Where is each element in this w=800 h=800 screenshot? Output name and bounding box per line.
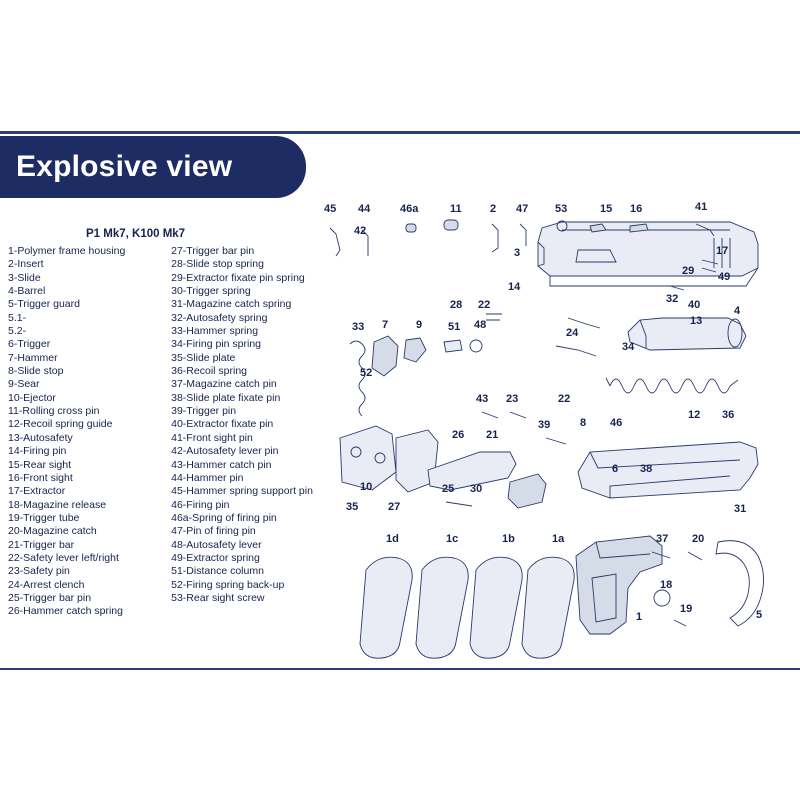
legend-right-item: 33-Hammer spring [171, 325, 259, 338]
legend-left-item: 4-Barrel [8, 285, 46, 298]
part-recoil-spring [606, 378, 738, 393]
callout-7: 7 [382, 319, 389, 331]
callout-51: 51 [448, 321, 461, 333]
parts-legend [8, 228, 338, 619]
legend-left-item: 16-Front sight [8, 471, 73, 484]
callout-11: 11 [450, 203, 462, 215]
callout-49: 49 [718, 271, 731, 283]
callout-25: 25 [442, 483, 455, 495]
legend-right-item: 31-Magazine catch spring [171, 298, 292, 311]
legend-left-item: 17-Extractor [8, 485, 66, 498]
legend-left-item: 24-Arrest clench [8, 578, 85, 591]
part-ejector-plate [340, 426, 438, 492]
callout-53: 53 [555, 203, 568, 215]
callout-28: 28 [450, 299, 463, 311]
legend-left-item: 10-Ejector [8, 391, 56, 404]
callout-10: 10 [360, 481, 373, 493]
card-top-divider [0, 131, 800, 134]
legend-left-item: 3-Slide [8, 271, 41, 284]
callout-1b: 1b [502, 533, 515, 545]
callout-4: 4 [734, 305, 741, 317]
callout-41: 41 [695, 201, 708, 213]
callout-14: 14 [508, 281, 521, 293]
legend-right-item: 53-Rear sight screw [171, 591, 265, 604]
legend-right-item: 52-Firing spring back-up [171, 578, 285, 591]
legend-right-item: 47-Pin of firing pin [171, 525, 256, 538]
legend-right-item: 28-Slide stop spring [171, 258, 264, 271]
callout-1: 1 [636, 611, 643, 623]
callout-38: 38 [640, 463, 653, 475]
legend-left-item: 13-Autosafety [8, 431, 73, 444]
legend-left-item: 9-Sear [8, 378, 40, 391]
legend-right-item: 32-Autosafety spring [171, 311, 268, 324]
legend-right-item: 40-Extractor fixate pin [171, 418, 274, 431]
legend-right-item: 39-Trigger pin [171, 405, 237, 418]
legend-right-item: 38-Slide plate fixate pin [171, 391, 281, 404]
callout-35: 35 [346, 501, 359, 513]
legend-right-item: 35-Slide plate [171, 351, 236, 364]
legend-left-item: 1-Polymer frame housing [8, 245, 126, 257]
callout-33: 33 [352, 321, 365, 333]
callout-30: 30 [470, 483, 483, 495]
callout-22: 22 [478, 299, 491, 311]
legend-column-left [8, 245, 161, 619]
callout-17: 17 [716, 245, 729, 257]
callout-37: 37 [656, 533, 669, 545]
callout-45: 45 [324, 203, 337, 215]
callout-1c: 1c [446, 533, 459, 545]
legend-right-item: 34-Firing pin spring [171, 338, 262, 351]
legend-left-item: 18-Magazine release [8, 498, 107, 511]
exploded-view-drawing [310, 190, 798, 660]
callout-19: 19 [680, 603, 693, 615]
legend-right-item: 41-Front sight pin [171, 431, 253, 444]
callout-46: 46 [610, 417, 623, 429]
callout-26: 26 [452, 429, 465, 441]
callout-32: 32 [666, 293, 679, 305]
callout-13: 13 [690, 315, 703, 327]
legend-right-item: 37-Magazine catch pin [171, 378, 277, 391]
callout-48: 48 [474, 319, 487, 331]
callout-36: 36 [722, 409, 735, 421]
callout-3: 3 [514, 247, 521, 259]
legend-right-item: 46-Firing pin [171, 498, 230, 511]
legend-right-item: 29-Extractor fixate pin spring [171, 271, 305, 284]
callout-29: 29 [682, 265, 695, 277]
part-grip-backstraps [360, 557, 574, 658]
callout-18: 18 [660, 579, 673, 591]
legend-left-item: 6-Trigger [8, 338, 51, 351]
legend-right-item: 27-Trigger bar pin [171, 245, 255, 257]
callout-39: 39 [538, 419, 551, 431]
card-bottom-divider [0, 668, 800, 670]
callout-9: 9 [416, 319, 423, 331]
callout-43: 43 [476, 393, 489, 405]
legend-right-item: 44-Hammer pin [171, 471, 244, 484]
callout-8: 8 [580, 417, 587, 429]
part-trigger-bar [428, 452, 546, 508]
callout-31: 31 [734, 503, 747, 515]
legend-left-item: 5.2- [8, 325, 27, 338]
page-title: Explosive view [16, 150, 233, 183]
legend-right-item: 48-Autosafety lever [171, 538, 262, 551]
callout-1a: 1a [552, 533, 565, 545]
legend-left-item: 15-Rear sight [8, 458, 72, 471]
legend-right-item: 51-Distance column [171, 565, 264, 578]
title-banner [0, 136, 306, 198]
callout-52: 52 [360, 367, 373, 379]
legend-left-item: 7-Hammer [8, 351, 58, 364]
legend-left-item: 2-Insert [8, 258, 44, 271]
part-polymer-frame [576, 536, 662, 634]
callout-6: 6 [612, 463, 619, 475]
callout-5: 5 [756, 609, 763, 621]
legend-left-item: 20-Magazine catch [8, 525, 97, 538]
callout-12: 12 [688, 409, 701, 421]
legend-right-item: 43-Hammer catch pin [171, 458, 272, 471]
legend-right-item: 42-Autosafety lever pin [171, 445, 279, 458]
legend-left-item: 25-Trigger bar pin [8, 591, 92, 604]
callout-34: 34 [622, 341, 635, 353]
legend-left-item: 21-Trigger bar [8, 538, 75, 551]
callout-22b: 22 [558, 393, 571, 405]
legend-right-item: 30-Trigger spring [171, 285, 251, 298]
callout-20: 20 [692, 533, 705, 545]
part-frame-rail [578, 442, 758, 498]
callout-15: 15 [600, 203, 613, 215]
callout-21: 21 [486, 429, 499, 441]
callout-2: 2 [490, 203, 497, 215]
legend-left-item: 22-Safety lever left/right [8, 551, 119, 564]
legend-left-item: 8-Slide stop [8, 365, 64, 378]
callout-47: 47 [516, 203, 529, 215]
legend-left-item: 23-Safety pin [8, 565, 70, 578]
callout-16: 16 [630, 203, 643, 215]
callout-40: 40 [688, 299, 701, 311]
callout-46a: 46a [400, 203, 419, 215]
legend-model-label: P1 Mk7, K100 Mk7 [86, 228, 186, 240]
callout-24: 24 [566, 327, 579, 339]
legend-left-item: 12-Recoil spring guide [8, 418, 113, 431]
legend-left-item: 19-Trigger tube [8, 511, 80, 524]
legend-right-item: 46a-Spring of firing pin [171, 511, 277, 524]
legend-left-item: 11-Rolling cross pin [8, 405, 100, 418]
callout-27: 27 [388, 501, 401, 513]
legend-left-item: 5-Trigger guard [8, 298, 80, 311]
legend-left-item: 5.1- [8, 311, 27, 324]
legend-right-item: 45-Hammer spring support pin [171, 485, 313, 498]
callout-1d: 1d [386, 533, 399, 545]
legend-right-item: 36-Recoil spring [171, 365, 247, 378]
callout-44: 44 [358, 203, 371, 215]
legend-right-item: 49-Extractor spring [171, 551, 260, 564]
legend-left-item: 14-Firing pin [8, 445, 67, 458]
legend-left-item: 26-Hammer catch spring [8, 605, 123, 618]
callout-42: 42 [354, 225, 367, 237]
part-barrel [628, 318, 746, 350]
callout-23: 23 [506, 393, 519, 405]
